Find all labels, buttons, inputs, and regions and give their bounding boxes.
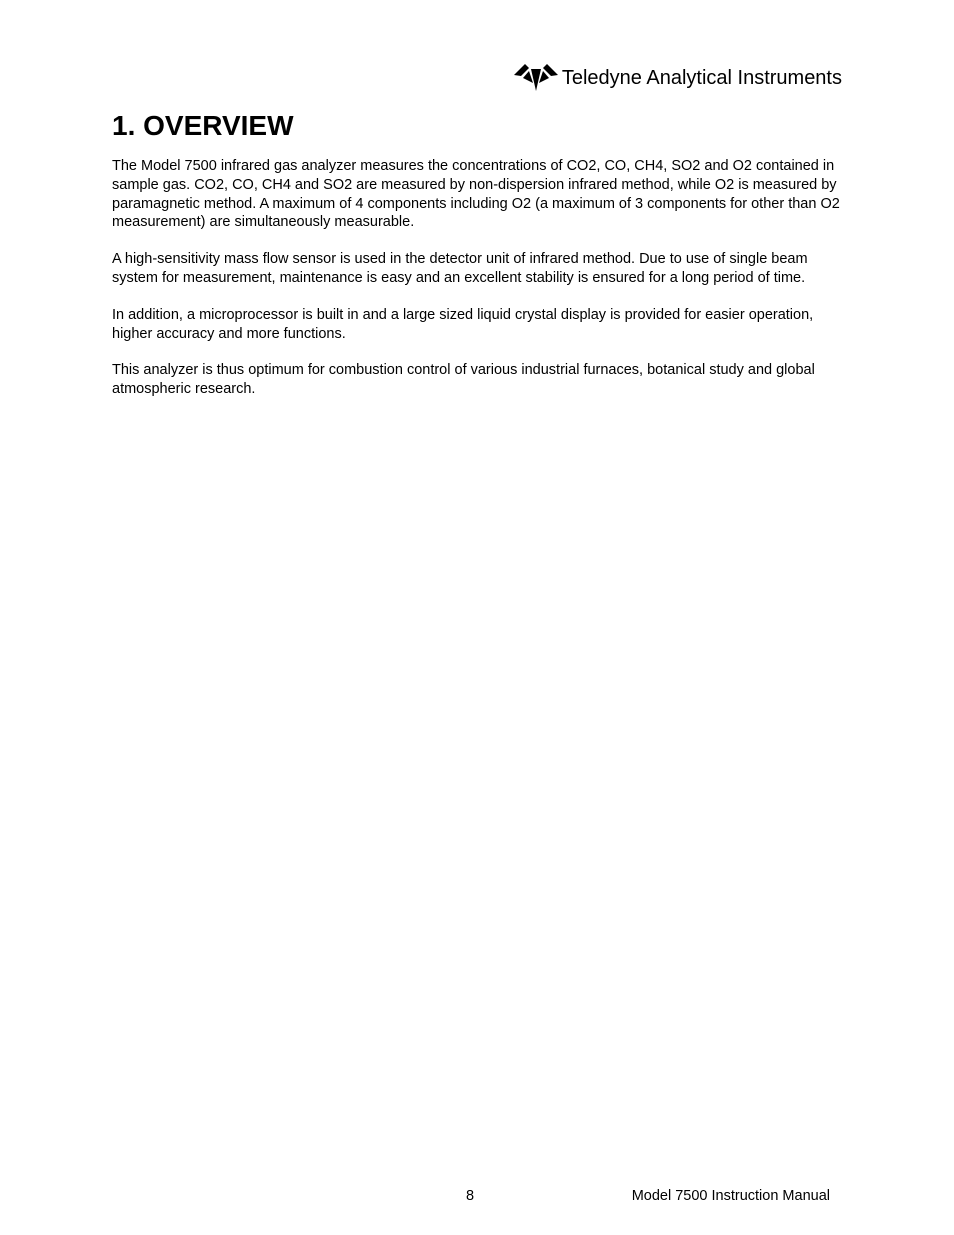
manual-title: Model 7500 Instruction Manual: [631, 1188, 830, 1204]
paragraph-3: In addition, a microprocessor is built in and a large sized liquid crystal display is provided for easier operation, higher accuracy and more functions.: [112, 306, 814, 342]
page-title: 1. OVERVIEW: [112, 110, 294, 141]
page-number: 8: [466, 1188, 475, 1204]
teledyne-logo-icon: [514, 64, 558, 92]
page-header: [514, 64, 842, 92]
header-brand-name: Teledyne Analytical Instruments: [561, 67, 842, 89]
paragraph-2: A high-sensitivity mass flow sensor is used in the detector unit of infrared method. Due to use of single beam system for measurement, maintenance is easy and an excellent stability is ensured for a long period of time.: [112, 251, 808, 286]
document-body: [112, 157, 842, 417]
paragraph-4: This analyzer is thus optimum for combustion control of various industrial furnaces, botanical study and global atmospheric research.: [112, 362, 815, 398]
page-footer: [0, 1187, 954, 1207]
paragraph-1: The Model 7500 infrared gas analyzer measures the concentrations of CO2, CO, CH4, SO2 and O2 contained in sample gas. CO2, CO, CH4 and SO2 are measured by non-dispersion infrared method, while O2 is measured by paramagnetic method. A maximum of 4 components including O2 (a maximum of 3 components for other than O2 measurement) are simultaneously measurable.: [112, 158, 840, 231]
